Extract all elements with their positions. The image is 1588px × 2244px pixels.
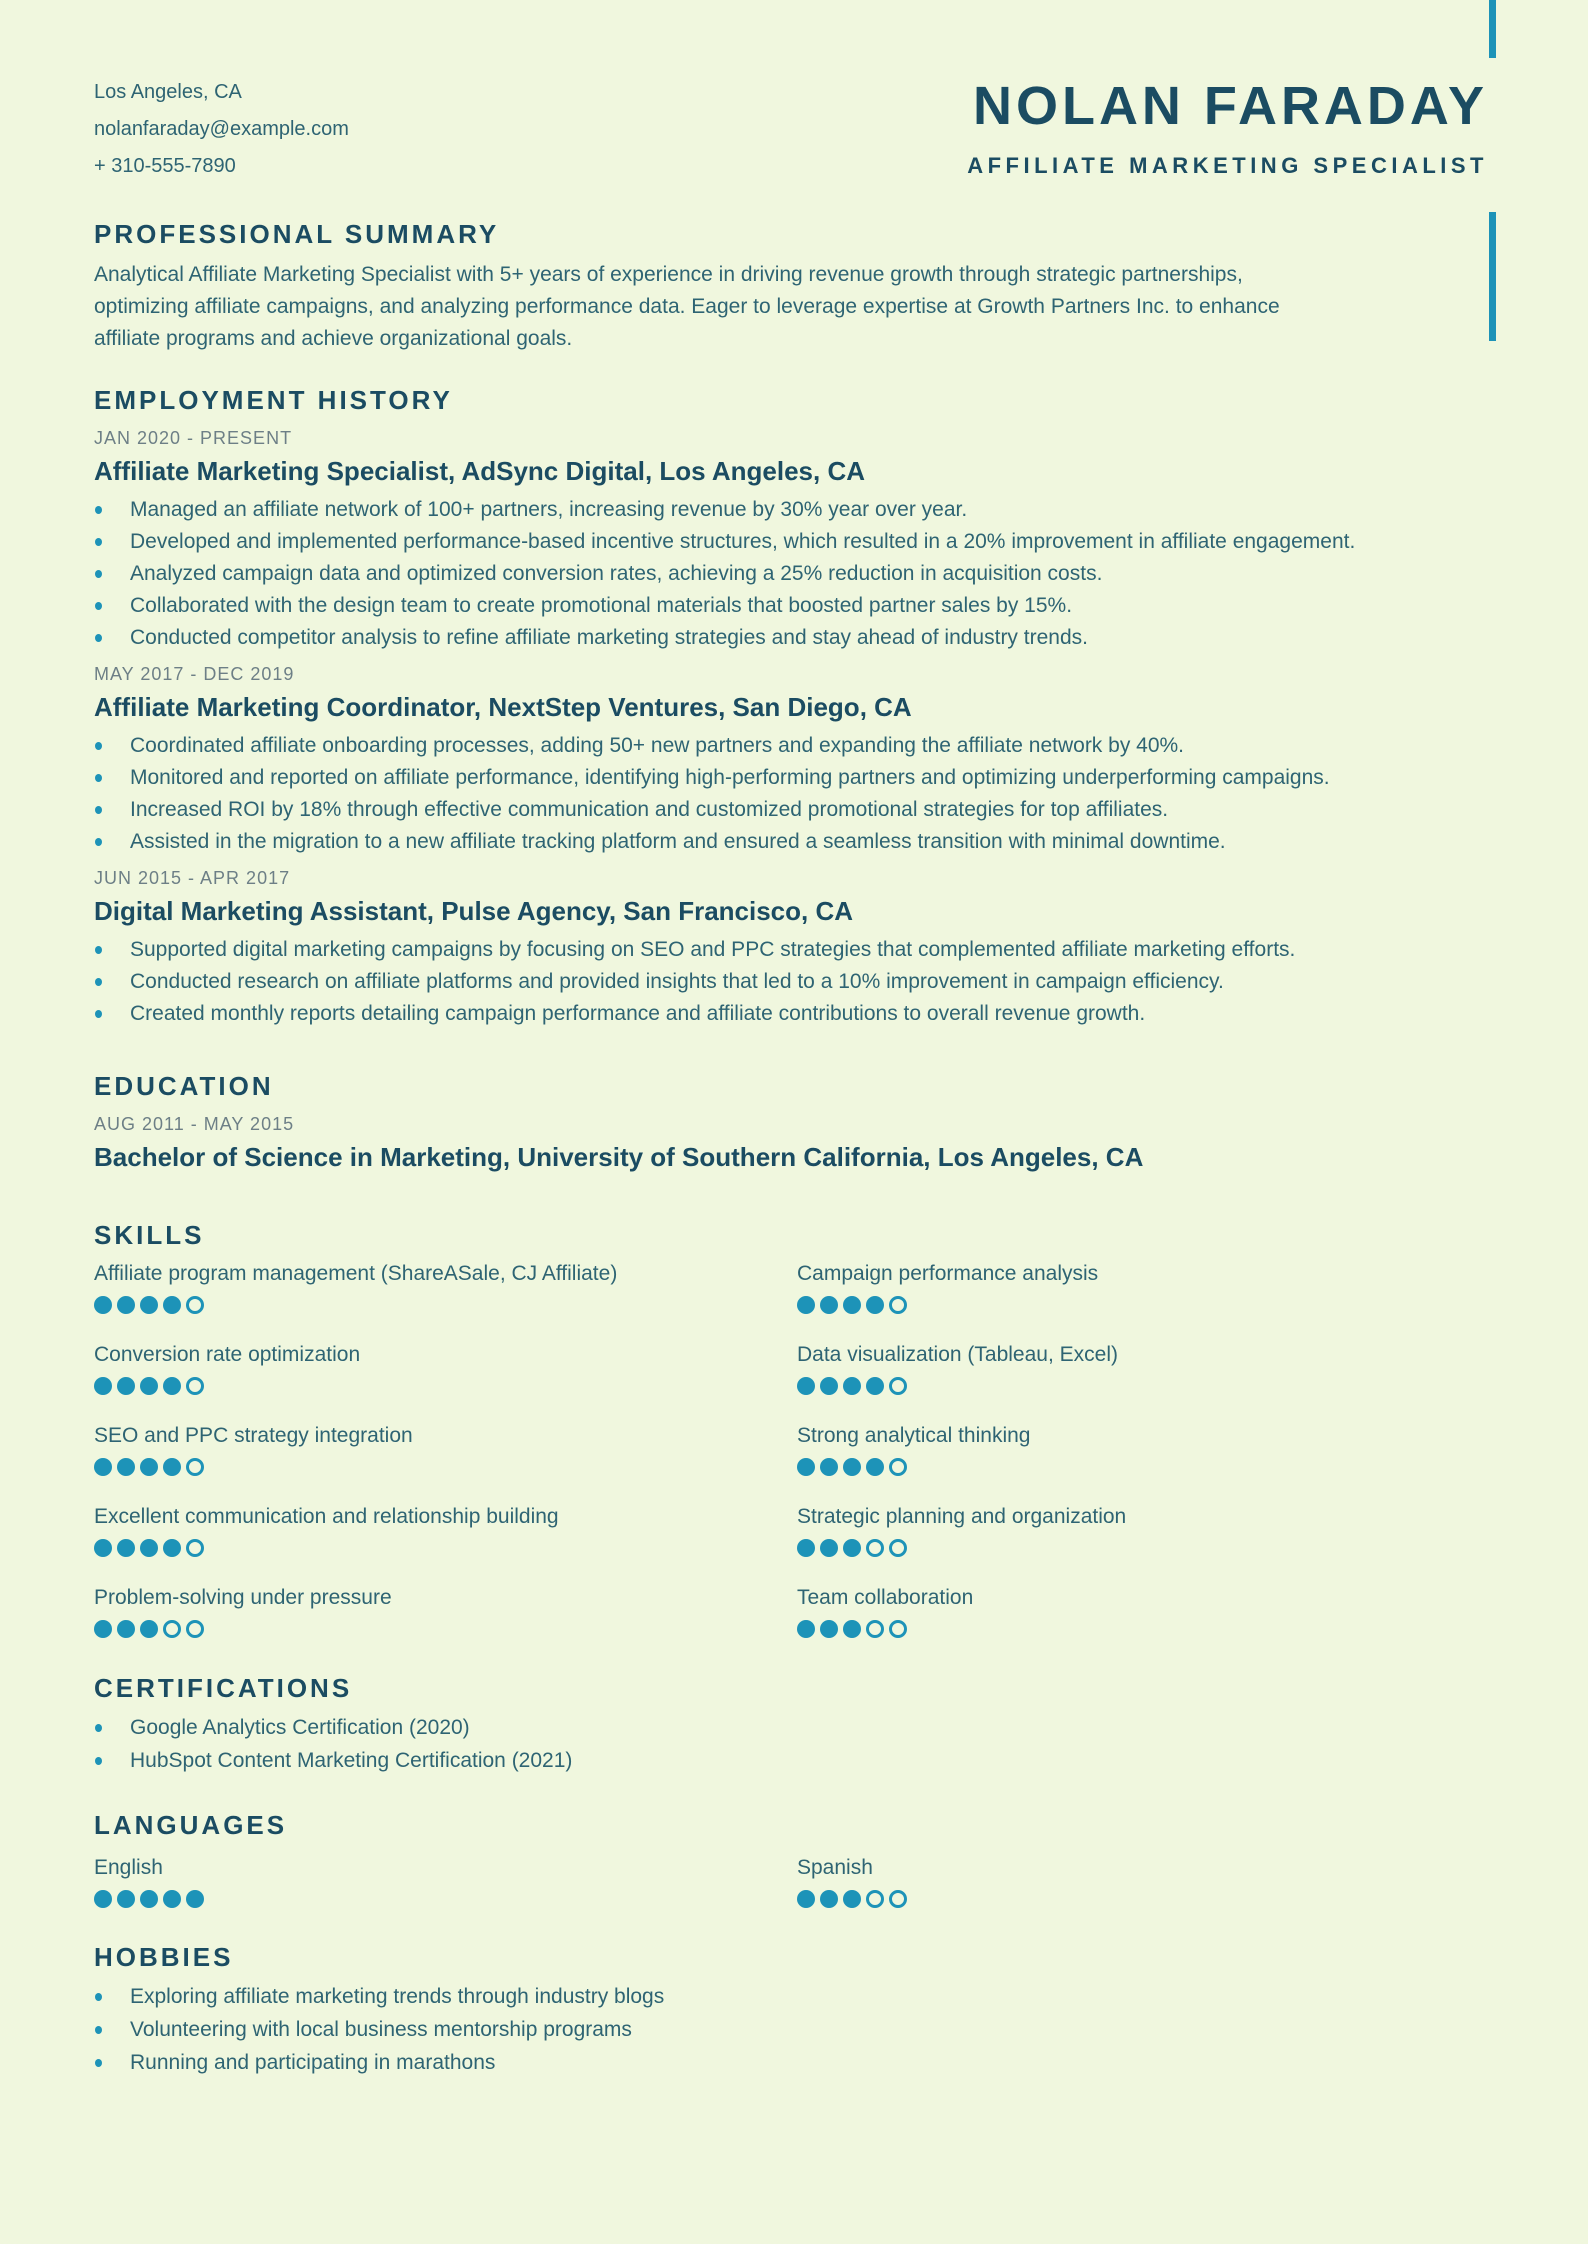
rating-dot-filled bbox=[820, 1296, 838, 1314]
bullet-item: Developed and implemented performance-based incentive structures, which resulted in a 20% improvement in affiliate engagement. bbox=[94, 531, 1488, 553]
skill-label: Problem-solving under pressure bbox=[94, 1586, 392, 1609]
bullet-item: Created monthly reports detailing campaign performance and affiliate contributions to overall revenue growth. bbox=[94, 1003, 1488, 1025]
bullet-item: Supported digital marketing campaigns by focusing on SEO and PPC strategies that complemented affiliate marketing efforts. bbox=[94, 939, 1488, 961]
skill-item bbox=[94, 1424, 797, 1476]
skill-label: Data visualization (Tableau, Excel) bbox=[797, 1343, 1118, 1366]
job-title: Digital Marketing Assistant, Pulse Agency, San Francisco, CA bbox=[94, 896, 854, 926]
education-heading: EDUCATION bbox=[94, 1071, 274, 1101]
accent-bar-top bbox=[1489, 0, 1496, 58]
bullet-item: Managed an affiliate network of 100+ partners, increasing revenue by 30% year over year. bbox=[94, 499, 1488, 521]
rating-dot-filled bbox=[163, 1377, 181, 1395]
section-education bbox=[94, 1073, 1488, 1172]
rating-dot-filled bbox=[117, 1296, 135, 1314]
hobby-item: Exploring affiliate marketing trends through industry blogs bbox=[94, 1986, 1488, 2008]
job-entry bbox=[94, 665, 1488, 853]
rating-dot-open bbox=[866, 1890, 884, 1908]
skill-label: Team collaboration bbox=[797, 1586, 974, 1609]
skill-label: Campaign performance analysis bbox=[797, 1262, 1099, 1285]
rating-dot-open bbox=[889, 1296, 907, 1314]
contact-location: Los Angeles, CA bbox=[94, 81, 242, 103]
rating-dot-filled bbox=[866, 1377, 884, 1395]
skill-label: SEO and PPC strategy integration bbox=[94, 1424, 413, 1447]
rating-dot-filled bbox=[866, 1296, 884, 1314]
skill-item bbox=[94, 1586, 797, 1638]
section-skills bbox=[94, 1222, 1488, 1638]
rating-dot-filled bbox=[117, 1458, 135, 1476]
skill-label: Conversion rate optimization bbox=[94, 1343, 361, 1366]
rating-dot-open bbox=[889, 1377, 907, 1395]
rating-dot-filled bbox=[820, 1458, 838, 1476]
section-hobbies bbox=[94, 1944, 1488, 2074]
rating-dot-filled bbox=[117, 1620, 135, 1638]
education-degree: Bachelor of Science in Marketing, University of Southern California, Los Angeles, CA bbox=[94, 1142, 1144, 1172]
section-employment-history bbox=[94, 387, 1488, 1025]
rating-dot-open bbox=[186, 1377, 204, 1395]
rating-dot-open bbox=[866, 1539, 884, 1557]
skills-grid bbox=[94, 1262, 1488, 1638]
rating-dot-filled bbox=[163, 1539, 181, 1557]
skill-item bbox=[797, 1586, 1488, 1638]
rating-dot-filled bbox=[163, 1890, 181, 1908]
bullet-item: Conducted competitor analysis to refine affiliate marketing strategies and stay ahead of industry trends. bbox=[94, 627, 1488, 649]
job-dates: JAN 2020 - PRESENT bbox=[94, 428, 293, 448]
bullet-item: Collaborated with the design team to create promotional materials that boosted partner sales by 15%. bbox=[94, 595, 1488, 617]
section-professional-summary bbox=[94, 221, 1488, 355]
rating-dot-filled bbox=[94, 1296, 112, 1314]
skill-label: Excellent communication and relationship building bbox=[94, 1505, 559, 1528]
rating-dot-filled bbox=[797, 1377, 815, 1395]
rating-dot-open bbox=[866, 1620, 884, 1638]
language-rating bbox=[797, 1890, 1488, 1908]
candidate-title: AFFILIATE MARKETING SPECIALIST bbox=[967, 153, 1488, 178]
hobbies-heading: HOBBIES bbox=[94, 1942, 234, 1972]
skill-item bbox=[797, 1262, 1488, 1314]
bullet-item: Coordinated affiliate onboarding processes, adding 50+ new partners and expanding the affiliate network by 40%. bbox=[94, 735, 1488, 757]
rating-dot-filled bbox=[843, 1377, 861, 1395]
rating-dot-filled bbox=[117, 1377, 135, 1395]
rating-dot-filled bbox=[797, 1458, 815, 1476]
hobbies-list bbox=[94, 1986, 1488, 2074]
skill-rating bbox=[797, 1296, 1488, 1314]
rating-dot-filled bbox=[117, 1890, 135, 1908]
languages-grid bbox=[94, 1856, 1488, 1908]
hobby-item: Volunteering with local business mentorship programs bbox=[94, 2019, 1488, 2041]
rating-dot-open bbox=[889, 1890, 907, 1908]
job-title: Affiliate Marketing Coordinator, NextStep Ventures, San Diego, CA bbox=[94, 692, 912, 722]
rating-dot-filled bbox=[140, 1296, 158, 1314]
certifications-heading: CERTIFICATIONS bbox=[94, 1673, 353, 1703]
skill-rating bbox=[94, 1458, 797, 1476]
job-title: Affiliate Marketing Specialist, AdSync Digital, Los Angeles, CA bbox=[94, 456, 866, 486]
rating-dot-open bbox=[186, 1620, 204, 1638]
skill-label: Strategic planning and organization bbox=[797, 1505, 1127, 1528]
languages-heading: LANGUAGES bbox=[94, 1810, 288, 1840]
rating-dot-filled bbox=[843, 1890, 861, 1908]
bullet-item: Assisted in the migration to a new affiliate tracking platform and ensured a seamless transition with minimal downtime. bbox=[94, 831, 1488, 853]
language-label: English bbox=[94, 1856, 163, 1879]
skill-rating bbox=[94, 1377, 797, 1395]
contact-email: nolanfaraday@example.com bbox=[94, 118, 349, 140]
rating-dot-open bbox=[186, 1458, 204, 1476]
rating-dot-filled bbox=[797, 1890, 815, 1908]
bullet-item: Conducted research on affiliate platforms and provided insights that led to a 10% improvement in campaign efficiency. bbox=[94, 971, 1488, 993]
contact-block bbox=[94, 74, 349, 185]
rating-dot-filled bbox=[843, 1296, 861, 1314]
certification-item: Google Analytics Certification (2020) bbox=[94, 1717, 1488, 1739]
section-languages bbox=[94, 1812, 1488, 1908]
bullet-item: Monitored and reported on affiliate performance, identifying high-performing partners and optimizing underperforming campaigns. bbox=[94, 767, 1488, 789]
rating-dot-open bbox=[889, 1620, 907, 1638]
skill-item bbox=[797, 1424, 1488, 1476]
education-dates: AUG 2011 - MAY 2015 bbox=[94, 1114, 295, 1134]
rating-dot-open bbox=[186, 1296, 204, 1314]
rating-dot-filled bbox=[797, 1296, 815, 1314]
summary-text: Analytical Affiliate Marketing Specialist with 5+ years of experience in driving revenue growth through strategic partnerships, optimizing affiliate campaigns, and analyzing performance data. Eager to leverage expertise at Growth Partners Inc. to enhance affiliate programs and achieve organizational goals. bbox=[94, 263, 1280, 350]
section-certifications bbox=[94, 1675, 1488, 1772]
job-dates: MAY 2017 - DEC 2019 bbox=[94, 664, 295, 684]
rating-dot-filled bbox=[94, 1377, 112, 1395]
rating-dot-filled bbox=[843, 1458, 861, 1476]
rating-dot-filled bbox=[140, 1890, 158, 1908]
job-bullets bbox=[94, 499, 1488, 649]
skill-label: Strong analytical thinking bbox=[797, 1424, 1031, 1447]
language-item bbox=[94, 1856, 797, 1908]
skill-rating bbox=[94, 1620, 797, 1638]
rating-dot-filled bbox=[820, 1620, 838, 1638]
rating-dot-filled bbox=[186, 1890, 204, 1908]
skill-rating bbox=[797, 1377, 1488, 1395]
skill-item bbox=[94, 1262, 797, 1314]
skill-item bbox=[94, 1505, 797, 1557]
skill-rating bbox=[797, 1539, 1488, 1557]
rating-dot-filled bbox=[797, 1539, 815, 1557]
skill-item bbox=[94, 1343, 797, 1395]
certifications-list bbox=[94, 1717, 1488, 1772]
rating-dot-filled bbox=[866, 1458, 884, 1476]
job-dates: JUN 2015 - APR 2017 bbox=[94, 868, 291, 888]
skill-item bbox=[797, 1343, 1488, 1395]
rating-dot-filled bbox=[117, 1539, 135, 1557]
summary-heading: PROFESSIONAL SUMMARY bbox=[94, 219, 500, 249]
job-entry bbox=[94, 869, 1488, 1025]
certification-item: HubSpot Content Marketing Certification (2021) bbox=[94, 1750, 1488, 1772]
rating-dot-filled bbox=[820, 1890, 838, 1908]
rating-dot-filled bbox=[163, 1296, 181, 1314]
skill-item bbox=[797, 1505, 1488, 1557]
rating-dot-filled bbox=[140, 1539, 158, 1557]
bullet-item: Increased ROI by 18% through effective communication and customized promotional strategies for top affiliates. bbox=[94, 799, 1488, 821]
accent-bar-bottom bbox=[1489, 212, 1496, 341]
rating-dot-filled bbox=[797, 1620, 815, 1638]
contact-phone: + 310-555-7890 bbox=[94, 155, 236, 177]
rating-dot-filled bbox=[163, 1458, 181, 1476]
language-label: Spanish bbox=[797, 1856, 873, 1879]
skill-rating bbox=[94, 1539, 797, 1557]
identity-block bbox=[967, 74, 1488, 179]
rating-dot-filled bbox=[820, 1377, 838, 1395]
rating-dot-filled bbox=[140, 1458, 158, 1476]
skills-heading: SKILLS bbox=[94, 1220, 205, 1250]
rating-dot-filled bbox=[820, 1539, 838, 1557]
rating-dot-filled bbox=[843, 1620, 861, 1638]
skill-rating bbox=[797, 1458, 1488, 1476]
rating-dot-open bbox=[163, 1620, 181, 1638]
candidate-name: NOLAN FARADAY bbox=[972, 76, 1488, 136]
rating-dot-filled bbox=[94, 1539, 112, 1557]
skill-rating bbox=[797, 1620, 1488, 1638]
rating-dot-open bbox=[186, 1539, 204, 1557]
job-bullets bbox=[94, 735, 1488, 853]
language-rating bbox=[94, 1890, 797, 1908]
rating-dot-open bbox=[889, 1458, 907, 1476]
hobby-item: Running and participating in marathons bbox=[94, 2052, 1488, 2074]
skill-label: Affiliate program management (ShareASale, CJ Affiliate) bbox=[94, 1262, 618, 1285]
rating-dot-filled bbox=[94, 1458, 112, 1476]
job-entry bbox=[94, 429, 1488, 649]
rating-dot-filled bbox=[140, 1620, 158, 1638]
rating-dot-filled bbox=[140, 1377, 158, 1395]
skill-rating bbox=[94, 1296, 797, 1314]
language-item bbox=[797, 1856, 1488, 1908]
rating-dot-filled bbox=[843, 1539, 861, 1557]
header bbox=[94, 74, 1488, 185]
rating-dot-open bbox=[889, 1539, 907, 1557]
job-bullets bbox=[94, 939, 1488, 1025]
employment-heading: EMPLOYMENT HISTORY bbox=[94, 385, 453, 415]
rating-dot-filled bbox=[94, 1620, 112, 1638]
rating-dot-filled bbox=[94, 1890, 112, 1908]
bullet-item: Analyzed campaign data and optimized conversion rates, achieving a 25% reduction in acquisition costs. bbox=[94, 563, 1488, 585]
